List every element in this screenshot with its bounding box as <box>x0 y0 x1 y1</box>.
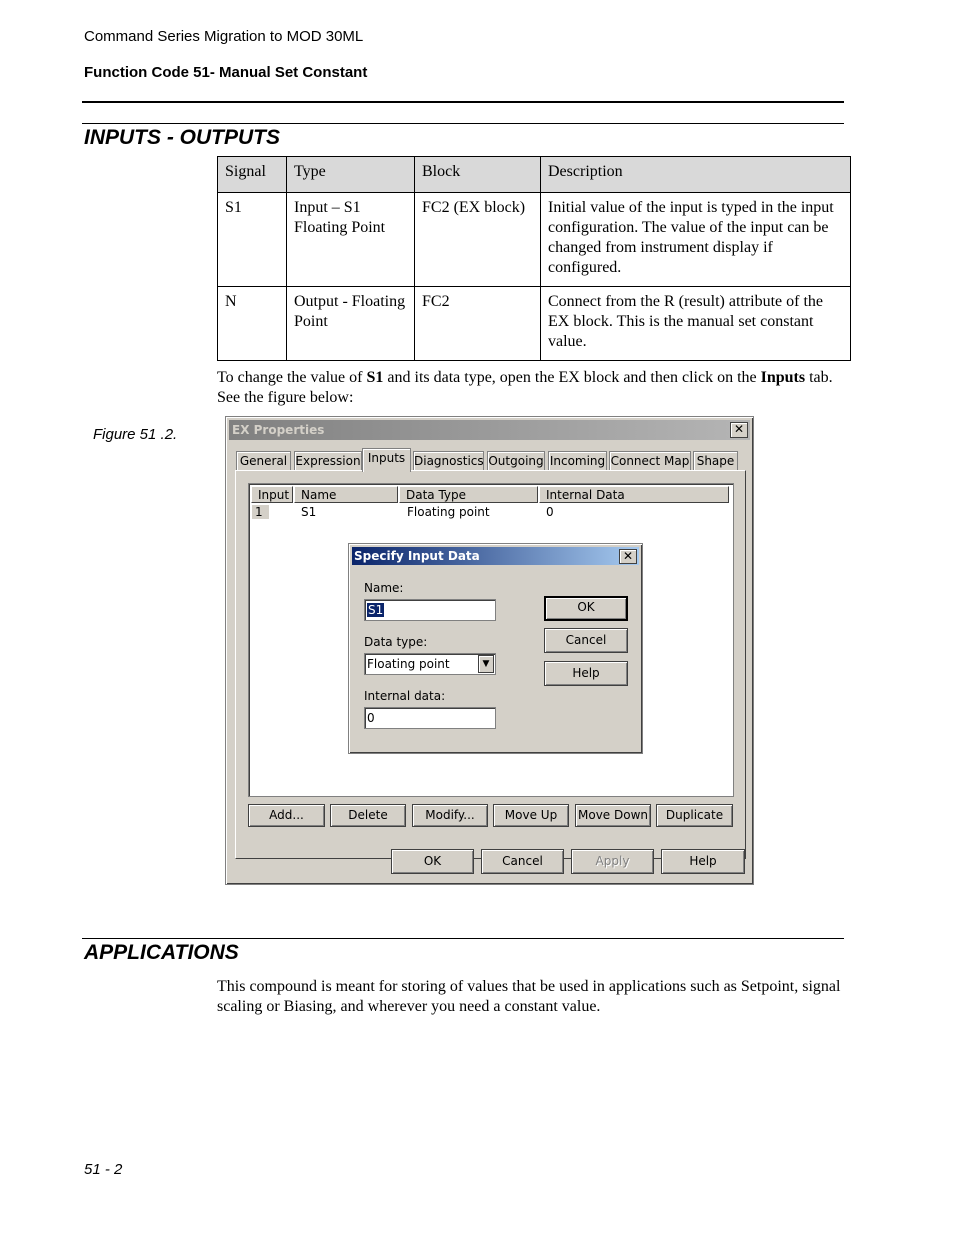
specify-input-dialog <box>348 543 643 754</box>
internal-data-field[interactable] <box>364 707 496 729</box>
doc-title: Command Series Migration to MOD 30ML <box>84 28 364 45</box>
para-bold-s1: S1 <box>366 369 384 386</box>
ex-properties-window <box>225 416 754 885</box>
close-icon[interactable]: ✕ <box>619 549 637 564</box>
list-cell-type: Floating point <box>407 505 490 519</box>
tab-shape[interactable]: Shape <box>693 451 738 471</box>
name-field[interactable] <box>364 599 496 621</box>
dialog-cancel-button[interactable]: Cancel <box>544 628 628 653</box>
tab-general[interactable]: General <box>236 451 291 471</box>
io-table <box>217 156 851 361</box>
delete-button[interactable]: Delete <box>330 804 406 827</box>
dialog-help-button[interactable]: Help <box>544 661 628 686</box>
chevron-down-icon[interactable]: ▼ <box>478 655 494 673</box>
list-col-data-type[interactable]: Data Type <box>399 486 538 503</box>
dialog-ok-button[interactable]: OK <box>544 596 628 621</box>
cancel-button[interactable]: Cancel <box>481 849 564 874</box>
tab-incoming[interactable]: Incoming <box>548 451 607 471</box>
help-button[interactable]: Help <box>661 849 745 874</box>
apply-button[interactable]: Apply <box>571 849 654 874</box>
list-col-internal-data[interactable]: Internal Data <box>539 486 729 503</box>
data-type-select[interactable] <box>364 653 496 675</box>
modify-button[interactable]: Modify... <box>412 804 488 827</box>
cell-description: Connect from the R (result) attribute of the EX block. This is the manual set constant value. <box>541 287 851 361</box>
tab-inputs[interactable]: Inputs <box>362 448 411 472</box>
move-down-button[interactable]: Move Down <box>575 804 651 827</box>
header-rule <box>82 101 844 103</box>
col-description: Description <box>541 157 851 193</box>
internal-data-value: 0 <box>367 711 375 725</box>
close-icon[interactable]: ✕ <box>730 422 748 438</box>
cell-description: Initial value of the input is typed in the input configuration. The value of the input can be changed from instrument display if configured. <box>541 193 851 287</box>
dialog-titlebar <box>352 547 639 565</box>
section-title: Function Code 51- Manual Set Constant <box>84 64 368 81</box>
cell-signal: N <box>218 287 287 361</box>
list-col-name[interactable]: Name <box>294 486 398 503</box>
list-cell-name: S1 <box>301 505 317 519</box>
instruction-paragraph <box>217 368 847 408</box>
window-titlebar <box>229 420 750 440</box>
para-text: To change the value of <box>217 369 367 386</box>
tab-connect-map[interactable]: Connect Map <box>609 451 691 471</box>
internal-data-label: Internal data: <box>364 689 446 703</box>
section-rule <box>82 123 844 124</box>
col-signal: Signal <box>218 157 287 193</box>
tab-diagnostics[interactable]: Diagnostics <box>413 451 484 471</box>
table-header-row <box>218 157 851 193</box>
para-text: and its data type, open the EX block and then click on the <box>383 369 761 386</box>
cell-type: Input – S1 Floating Point <box>287 193 415 287</box>
dialog-title: Specify Input Data <box>354 549 480 563</box>
duplicate-button[interactable]: Duplicate <box>656 804 733 827</box>
col-type: Type <box>287 157 415 193</box>
cell-block: FC2 <box>415 287 541 361</box>
figure-caption: Figure 51 .2. <box>93 426 178 443</box>
tab-outgoing[interactable]: Outgoing <box>487 451 545 471</box>
name-label: Name: <box>364 581 404 595</box>
inputs-outputs-heading: INPUTS - OUTPUTS <box>84 126 281 149</box>
applications-heading: APPLICATIONS <box>84 941 239 964</box>
cell-block: FC2 (EX block) <box>415 193 541 287</box>
page-number: 51 - 2 <box>84 1161 123 1178</box>
add-button[interactable]: Add... <box>248 804 325 827</box>
cell-signal: S1 <box>218 193 287 287</box>
data-type-value: Floating point <box>367 657 450 671</box>
section-rule <box>82 938 844 939</box>
name-value: S1 <box>368 603 384 617</box>
list-cell-internal: 0 <box>546 505 554 519</box>
list-item[interactable]: 1 <box>252 505 269 519</box>
table-row <box>218 287 851 361</box>
table-row <box>218 193 851 287</box>
data-type-label: Data type: <box>364 635 428 649</box>
move-up-button[interactable]: Move Up <box>493 804 569 827</box>
tab-expression[interactable]: Expression <box>294 451 362 471</box>
col-block: Block <box>415 157 541 193</box>
list-col-input[interactable]: Input <box>251 486 293 503</box>
ok-button[interactable]: OK <box>391 849 474 874</box>
para-bold-inputs: Inputs <box>760 369 806 386</box>
window-title: EX Properties <box>232 423 325 437</box>
applications-paragraph: This compound is meant for storing of values that be used in applications such as Setpoint, signal scaling or Biasing, and wherever you need a constant value. <box>217 978 841 1015</box>
para-text: tab. See the figure below: <box>217 369 833 406</box>
cell-type: Output - Floating Point <box>287 287 415 361</box>
